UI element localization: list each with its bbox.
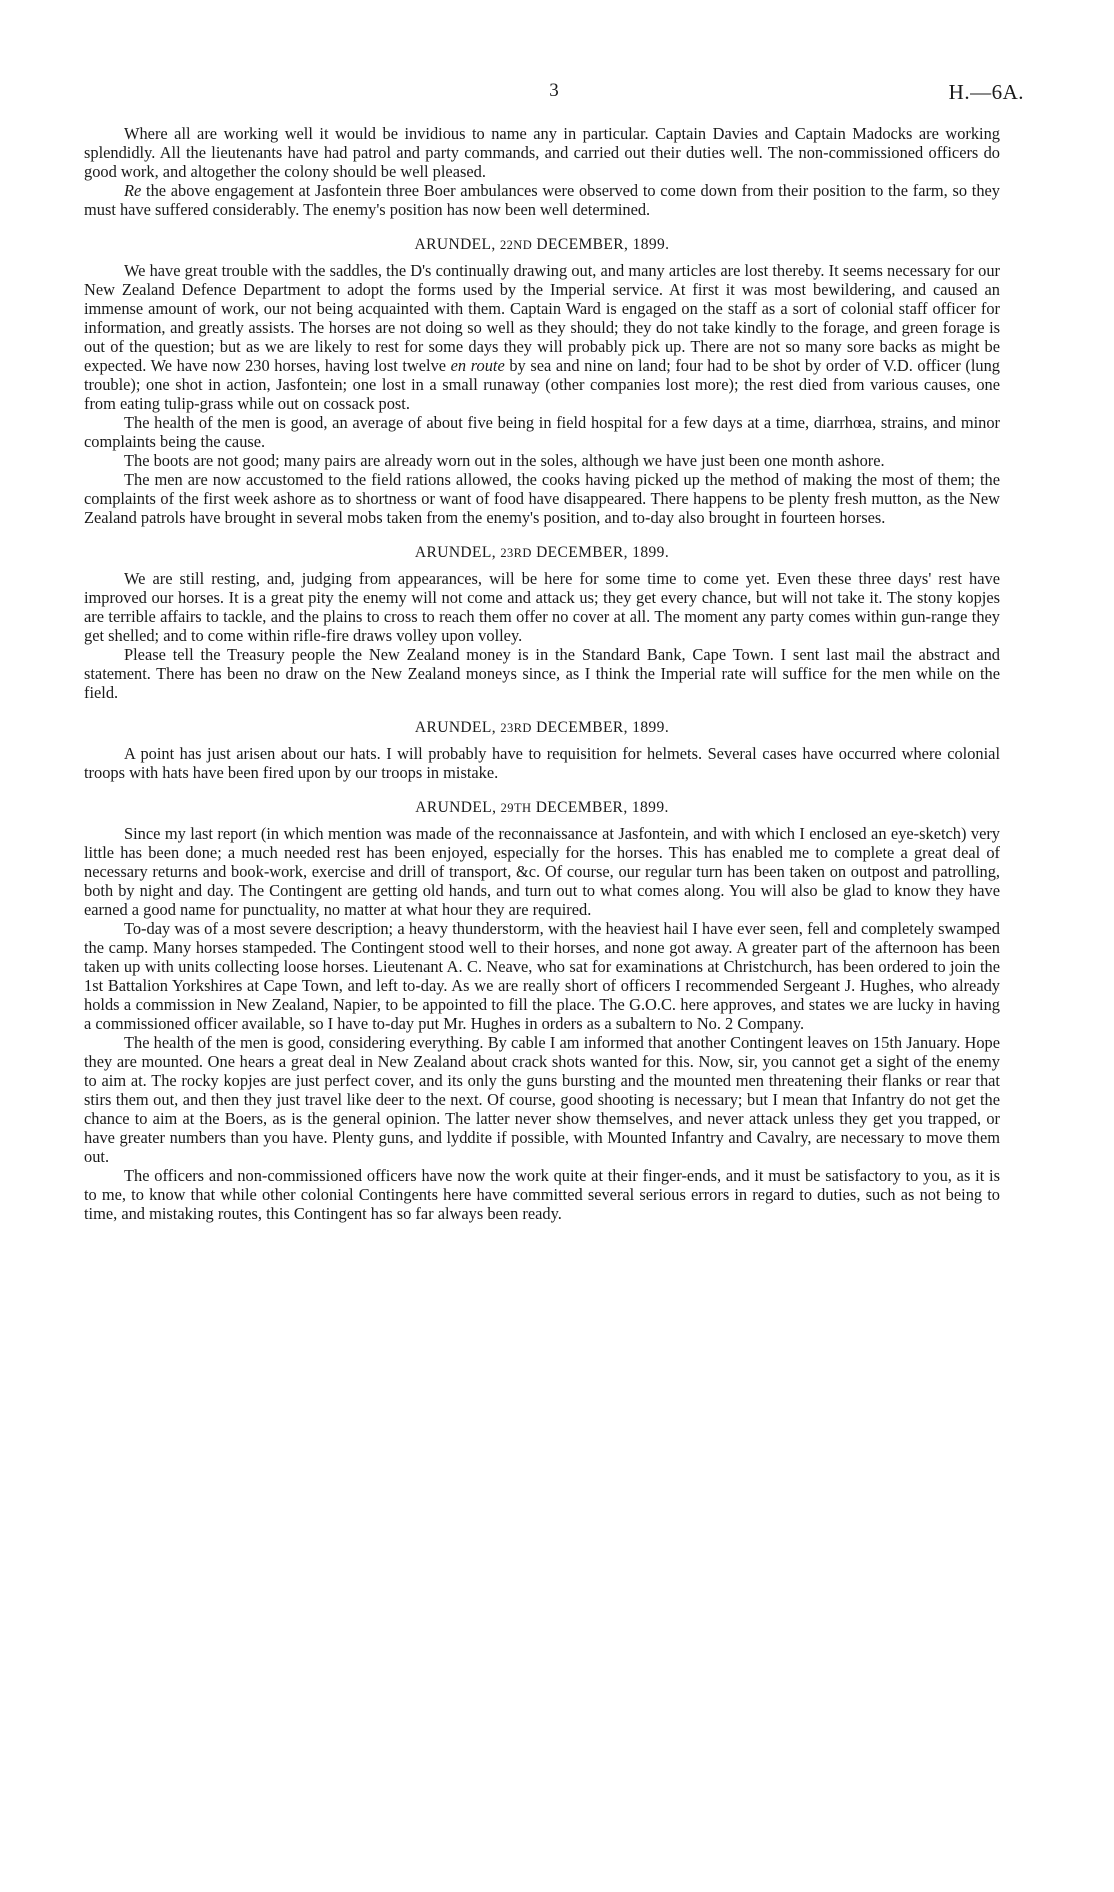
paragraph: The health of the men is good, considering everything. By cable I am informed that another Contingent leaves on 15th January. Hope they are mounted. One hears a great deal in New Zealand about crack shots wanted for this. Now, sir, you cannot get a sight of the enemy to aim at. The rocky kopjes are just perfect cover, and its only the guns bursting and the mounted men threatening their flanks or rear that stirs them out, and then they just travel like deer to the next. Of course, good shooting is necessary; but I mean that Infantry do not get the chance to aim at the Boers, as is the general opinion. The latter never show themselves, and never attack unless they get you trapped, or have greater numbers than you have. Plenty guns, and lyddite if possible, with Mounted Infantry and Cavalry, are necessary to move them out. [84,1033,1000,1166]
dateline-day: 22ND [499,238,533,252]
paragraph: The men are now accustomed to the field rations allowed, the cooks having picked up the method of making the most of them; the complaints of the first week ashore as to shortness or want of food have disappeared. There happens to be plenty fresh mutton, as the New Zealand patrols have brought in several mobs taken from the enemy's position, and to-day also brought in fourteen horses. [84,470,1000,527]
paragraph: To-day was of a most severe description; a heavy thunderstorm, with the heaviest hail I have ever seen, fell and completely swamped the camp. Many horses stampeded. The Contingent stood well to their horses, and none got away. A greater part of the afternoon has been taken up with units collecting loose horses. Lieutenant A. C. Neave, who sat for examinations at Christchurch, has been ordered to join the 1st Battalion Yorkshires at Cape Town, and left to-day. As we are really short of officers I recommended Sergeant J. Hughes, who already holds a commission in New Zealand, Napier, to be appointed to fill the place. The G.O.C. here approves, and states we are lucky in having a commissioned officer available, so I have to-day put Mr. Hughes in orders as a subaltern to No. 2 Company. [84,919,1000,1033]
paragraph: Since my last report (in which mention was made of the reconnaissance at Jasfontein, and with which I enclosed an eye-sketch) very little has been done; a much needed rest has been enjoyed, especially for the horses. This has enabled me to complete a great deal of necessary returns and book-work, exercise and drill of transport, &c. Of course, our regular turn has been taken on outpost and patrolling, both by night and day. The Contingent are getting old hands, and turn out to what comes along. You will also be glad to know they have earned a good name for punctuality, no matter at what hour they are required. [84,824,1000,919]
paragraph: We are still resting, and, judging from appearances, will be here for some time to come yet. Even these three days' rest have improved our horses. It is a great pity the enemy will not come and attack us; they get every chance, but will not take it. The stony kopjes are terrible affairs to tackle, and the plains to cross to reach them offer no cover at all. The moment any party comes within gun-range they get shelled; and to come within rifle-fire draws volley upon volley. [84,569,1000,645]
dateline-place: ARUNDEL [414,544,492,561]
dateline: ARUNDEL, 23RD DECEMBER, 1899. [414,544,670,561]
dateline-year: 1899. [632,236,670,253]
page-header [84,80,1024,110]
paragraph: Please tell the Treasury people the New Zealand money is in the Standard Bank, Cape Town. I sent last mail the abstract and statement. There has been no draw on the New Zealand moneys since, as I think the Imperial rate will suffice for the men while on the field. [84,645,1000,702]
dateline: ARUNDEL, 22ND DECEMBER, 1899. [414,236,670,253]
dateline-year: 1899. [632,544,670,561]
paragraph: Where all are working well it would be invidious to name any in particular. Captain Davies and Captain Madocks are working splendidly. All the lieutenants have had patrol and party commands, and carried out their duties well. The non-commissioned officers do good work, and altogether the colony should be well pleased. [84,124,1000,181]
paragraph: The health of the men is good, an average of about five being in field hospital for a few days at a time, diarrhœa, strains, and minor complaints being the cause. [84,413,1000,451]
dateline-month: DECEMBER [536,544,624,561]
dateline-place: ARUNDEL [414,236,492,253]
dateline-year: 1899. [631,799,669,816]
page-number: 3 [549,80,559,101]
paragraph: The boots are not good; many pairs are already worn out in the soles, although we have just been one month ashore. [124,451,885,470]
document-reference: H.—6A. [948,80,1024,104]
dateline-place: ARUNDEL [414,719,492,736]
re-emphasis: Re [124,181,142,200]
dateline-year: 1899. [632,719,670,736]
dateline-day: 23RD [500,721,532,735]
paragraph [84,181,1000,219]
dateline: ARUNDEL, 29TH DECEMBER, 1899. [415,799,669,816]
document-body [84,124,1000,1223]
dateline-place: ARUNDEL [415,799,493,816]
paragraph: A point has just arisen about our hats. I will probably have to requisition for helmets. Several cases have occurred where colonial troops with hats have been fired upon by our troops in mistake. [84,744,1000,782]
dateline-day: 29TH [500,801,532,815]
dateline-month: DECEMBER [536,236,625,253]
dateline: ARUNDEL, 23RD DECEMBER, 1899. [414,719,670,736]
paragraph: We have great trouble with the saddles, the D's continually drawing out, and many articles are lost thereby. It seems necessary for our New Zealand Defence Department to adopt the forms used by the Imperial service. At first it was most bewildering, and caused an immense amount of work, our not being acquainted with them. Captain Ward is engaged on the staff as a sort of colonial staff officer for information, and greatly assists. The horses are not doing so well as they should; they do not take kindly to the forage, and green forage is out of the question; but as we are likely to rest for some days they will probably pick up. There are not so many sore backs as might be expected. We have now 230 horses, having lost twelve en route by sea and nine on land; four had to be shot by order of V.D. officer (lung trouble); one shot in action, Jasfontein; one lost in a small runaway (other companies lost more); the rest died from various causes, one from eating tulip-grass while out on cossack post. [84,261,1000,413]
paragraph: The officers and non-commissioned officers have now the work quite at their finger-ends, and it must be satisfactory to you, as it is to me, to know that while other colonial Contingents here have committed several serious errors in regard to duties, such as not being to time, and mistaking routes, this Contingent has so far always been ready. [84,1166,1000,1223]
dateline-month: DECEMBER [536,719,624,736]
dateline-month: DECEMBER [535,799,624,816]
paragraph-rest: the above engagement at Jasfontein three Boer ambulances were observed to come down from their position to the farm, so they must have suffered considerably. The enemy's position has now been well determined. [84,181,1000,219]
italic-phrase: en route [450,356,505,375]
dateline-day: 23RD [500,546,532,560]
